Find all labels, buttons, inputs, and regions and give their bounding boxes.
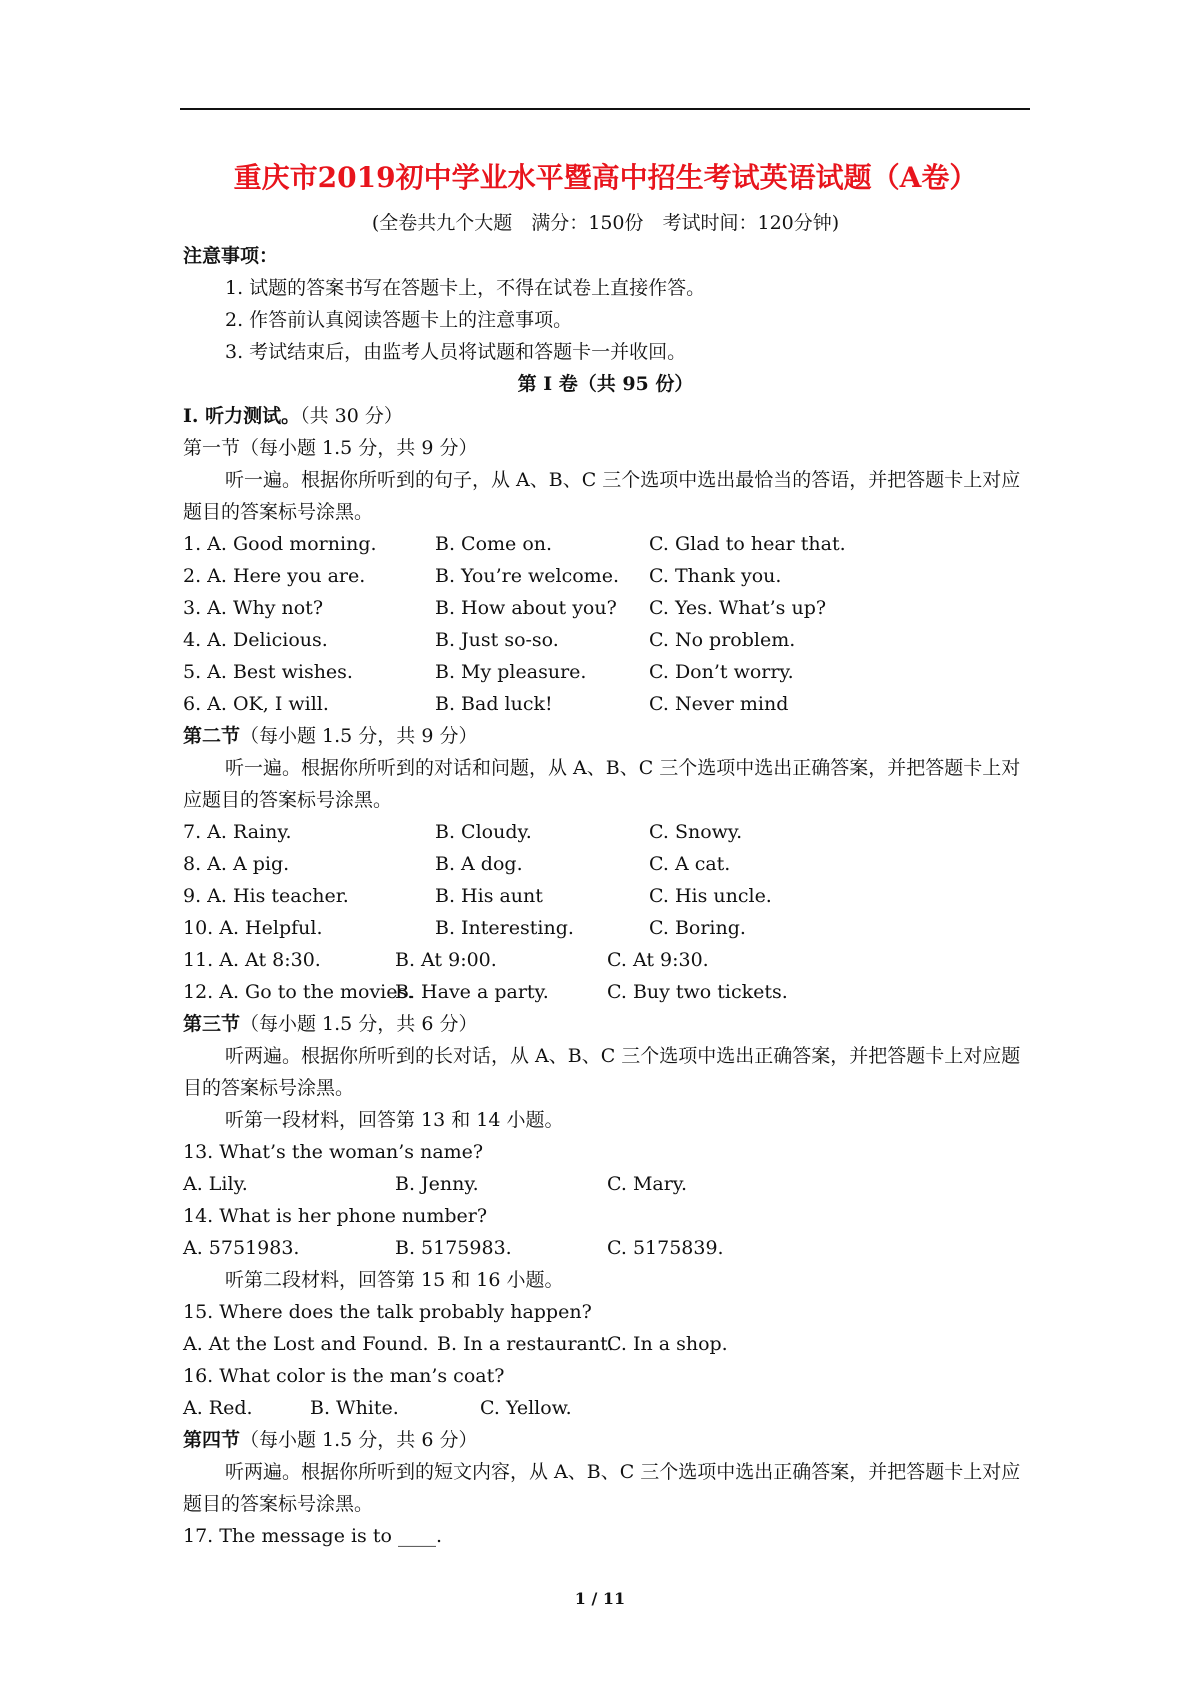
section2-title <box>183 720 1028 752</box>
option-a: 4. A. Delicious. <box>183 629 328 651</box>
option-a: A. At the Lost and Found. <box>183 1333 429 1355</box>
option-b: B. You’re welcome. <box>435 565 619 587</box>
exam-page <box>183 150 1028 1552</box>
option-b: B. Jenny. <box>395 1173 479 1195</box>
section1-title: 第一节（每小题 1.5 分，共 9 分） <box>183 437 478 459</box>
question-row <box>183 944 1028 976</box>
option-c: C. No problem. <box>649 629 796 651</box>
question-row <box>183 1168 1028 1200</box>
option-a: 8. A. A pig. <box>183 853 290 875</box>
option-b: B. At 9:00. <box>395 949 497 971</box>
question-13: 13. What’s the woman’s name? <box>183 1141 484 1163</box>
question-row <box>183 1232 1028 1264</box>
option-c: C. At 9:30. <box>607 949 709 971</box>
question-row <box>183 656 1028 688</box>
question-row <box>183 816 1028 848</box>
option-c: C. Snowy. <box>649 821 743 843</box>
question-14: 14. What is her phone number? <box>183 1205 488 1227</box>
option-b: B. His aunt <box>435 885 543 907</box>
option-a: 9. A. His teacher. <box>183 885 349 907</box>
question-row <box>183 912 1028 944</box>
section4-label: 第四节 <box>183 1429 241 1451</box>
header-rule <box>180 108 1030 110</box>
option-c: C. Buy two tickets. <box>607 981 788 1003</box>
option-c: C. Never mind <box>649 693 789 715</box>
section4-score: （每小题 1.5 分，共 6 分） <box>240 1429 478 1451</box>
option-a: A. Red. <box>183 1397 253 1419</box>
option-a: 6. A. OK, I will. <box>183 693 329 715</box>
option-a: A. 5751983. <box>183 1237 300 1259</box>
option-b: B. How about you? <box>435 597 617 619</box>
note-item: 3. 考试结束后，由监考人员将试题和答题卡一并收回。 <box>225 341 687 363</box>
option-c: C. His uncle. <box>649 885 772 907</box>
option-b: B. A dog. <box>435 853 523 875</box>
option-c: C. Mary. <box>607 1173 688 1195</box>
section2-score: （每小题 1.5 分，共 9 分） <box>240 725 478 747</box>
option-b: B. In a restaurant. <box>437 1333 614 1355</box>
exam-title: 重庆市2019初中学业水平暨高中招生考试英语试题（A卷） <box>233 161 978 194</box>
question-17: 17. The message is to ____. <box>183 1525 443 1547</box>
part-one-title: 第 I 卷（共 95 份） <box>517 373 694 395</box>
question-15: 15. Where does the talk probably happen? <box>183 1301 592 1323</box>
question-row <box>183 848 1028 880</box>
section3-instruction: 听两遍。根据你所听到的长对话，从 A、B、C 三个选项中选出正确答案，并把答题卡上对应题目的答案标号涂黑。 <box>183 1045 1021 1099</box>
note-item: 1. 试题的答案书写在答题卡上，不得在试卷上直接作答。 <box>225 277 706 299</box>
option-a: 12. A. Go to the movies. <box>183 981 414 1003</box>
option-c: C. Glad to hear that. <box>649 533 846 555</box>
option-b: B. My pleasure. <box>435 661 587 683</box>
note-item: 2. 作答前认真阅读答题卡上的注意事项。 <box>225 309 573 331</box>
option-a: A. Lily. <box>183 1173 248 1195</box>
exam-subtitle: (全卷共九个大题 满分：150份 考试时间：120分钟) <box>371 212 840 234</box>
question-row <box>183 1392 1028 1424</box>
material-two-note: 听第二段材料，回答第 15 和 16 小题。 <box>225 1269 564 1291</box>
option-c: C. Yellow. <box>480 1397 572 1419</box>
notes-heading: 注意事项： <box>183 245 279 267</box>
option-b: B. White. <box>310 1397 399 1419</box>
option-b: B. Come on. <box>435 533 553 555</box>
listening-heading <box>183 400 1028 432</box>
option-a: 7. A. Rainy. <box>183 821 292 843</box>
option-a: 10. A. Helpful. <box>183 917 323 939</box>
question-row <box>183 1328 1028 1360</box>
section1-instruction: 听一遍。根据你所听到的句子，从 A、B、C 三个选项中选出最恰当的答语，并把答题卡上对应题目的答案标号涂黑。 <box>183 469 1021 523</box>
option-c: C. 5175839. <box>607 1237 724 1259</box>
option-b: B. Interesting. <box>435 917 574 939</box>
question-row <box>183 688 1028 720</box>
option-c: C. Boring. <box>649 917 746 939</box>
section3-label: 第三节 <box>183 1013 241 1035</box>
option-c: C. Don’t worry. <box>649 661 794 683</box>
section4-title <box>183 1424 1028 1456</box>
question-row <box>183 624 1028 656</box>
option-a: 2. A. Here you are. <box>183 565 366 587</box>
option-a: 3. A. Why not? <box>183 597 324 619</box>
option-c: C. A cat. <box>649 853 731 875</box>
section3-title <box>183 1008 1028 1040</box>
option-a: 11. A. At 8:30. <box>183 949 321 971</box>
section4-instruction: 听两遍。根据你所听到的短文内容，从 A、B、C 三个选项中选出正确答案，并把答题卡上对应题目的答案标号涂黑。 <box>183 1461 1021 1515</box>
question-row <box>183 528 1028 560</box>
question-row <box>183 592 1028 624</box>
option-b: B. Bad luck! <box>435 693 553 715</box>
section3-score: （每小题 1.5 分，共 6 分） <box>240 1013 478 1035</box>
question-row <box>183 560 1028 592</box>
listening-heading-score: （共 30 分） <box>300 405 403 427</box>
option-c: C. Thank you. <box>649 565 782 587</box>
option-b: B. Have a party. <box>395 981 549 1003</box>
option-b: B. 5175983. <box>395 1237 512 1259</box>
question-16: 16. What color is the man’s coat? <box>183 1365 505 1387</box>
option-b: B. Just so-so. <box>435 629 559 651</box>
option-c: C. In a shop. <box>607 1333 728 1355</box>
page-number: 1 / 11 <box>574 1589 626 1608</box>
option-a: 1. A. Good morning. <box>183 533 377 555</box>
section2-label: 第二节 <box>183 725 241 747</box>
option-c: C. Yes. What’s up? <box>649 597 827 619</box>
option-a: 5. A. Best wishes. <box>183 661 353 683</box>
question-row <box>183 976 1028 1008</box>
question-row <box>183 880 1028 912</box>
material-one-note: 听第一段材料，回答第 13 和 14 小题。 <box>225 1109 564 1131</box>
section2-instruction: 听一遍。根据你所听到的对话和问题，从 A、B、C 三个选项中选出正确答案，并把答题卡上对应题目的答案标号涂黑。 <box>183 757 1021 811</box>
listening-heading-label: I. 听力测试。 <box>183 405 301 427</box>
option-b: B. Cloudy. <box>435 821 532 843</box>
